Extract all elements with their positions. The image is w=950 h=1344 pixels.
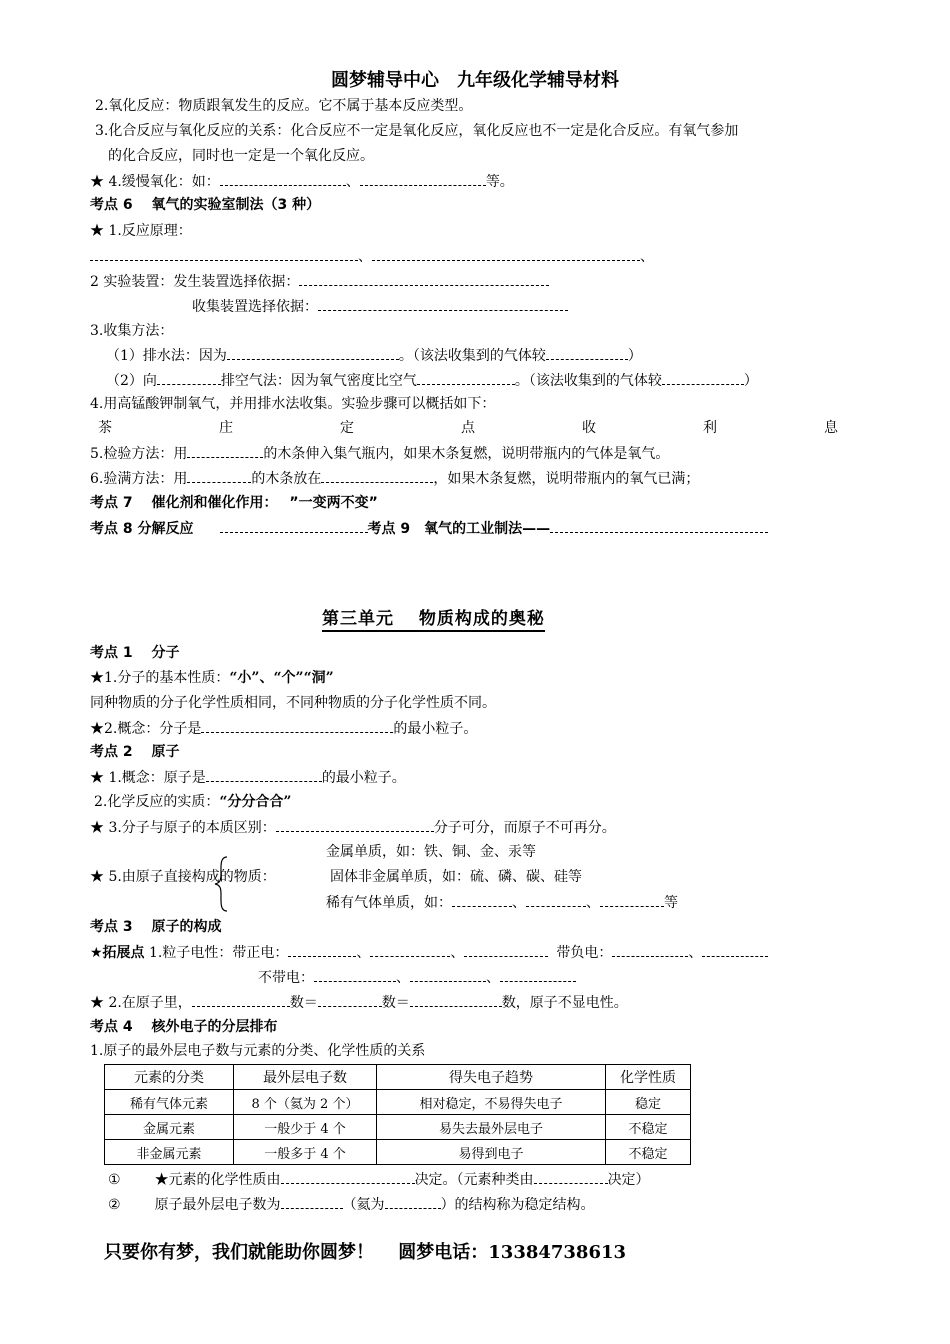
blank: [372, 246, 640, 261]
text: 的最小粒子。: [393, 721, 478, 737]
page-footer: 只要你有梦，我们就能助你圆梦！ 圆梦电话：13384738613: [104, 1242, 627, 1263]
column-header: 最外层电子数: [234, 1065, 377, 1090]
blank: [452, 892, 512, 907]
table-cell: 一般多于 4 个: [234, 1140, 377, 1165]
kp6-heading: 考点 6 氧气的实验室制法（3 种）: [90, 197, 321, 213]
relation-line-2: 的化合反应，同时也一定是一个氧化反应。: [108, 148, 374, 164]
brace-icon: [214, 856, 228, 912]
text: 等: [664, 895, 678, 911]
note-1-line: [108, 1169, 650, 1190]
text: 不带电：: [258, 970, 314, 986]
table-cell: 稀有气体元素: [105, 1090, 234, 1115]
test-method-line: [90, 443, 669, 464]
kp1-heading: 考点 1 分子: [90, 645, 180, 661]
separator: 、: [512, 895, 526, 911]
molecule-def-line: [90, 718, 477, 739]
text: 。（该法收集到的气体较: [398, 348, 546, 364]
table-cell: 不稳定: [606, 1140, 691, 1165]
separator: 、: [640, 249, 654, 265]
mnemonic: “分分合合”: [219, 794, 292, 810]
in-atom-line: [90, 992, 628, 1013]
nonmetal-line: 固体非金属单质，如：硫、磷、碳、硅等: [330, 869, 582, 885]
blank: [702, 942, 768, 957]
column-header: 化学性质: [606, 1065, 691, 1090]
blank: [281, 1194, 343, 1209]
element-table: [104, 1064, 691, 1165]
kp8-heading: 考点 8 分解反应: [90, 521, 194, 537]
table-header-row: [105, 1065, 691, 1090]
text: 的木条伸入集气瓶内，如果木条复燃，说明带瓶内的气体是氧气。: [263, 446, 670, 462]
water-method-line: [106, 345, 642, 366]
kp4-heading: 考点 4 核外电子的分层排布: [90, 1019, 278, 1035]
direct-atom-line: ★ 5.由原子直接构成的物质：: [90, 869, 276, 885]
column-header: 元素的分类: [105, 1065, 234, 1090]
text: ★2.概念：分子是: [90, 721, 202, 737]
steps-line: 4.用高锰酸钾制氧气，并用排水法收集。实验步骤可以概括如下：: [90, 396, 496, 412]
table-cell: 8 个（氦为 2 个）: [234, 1090, 377, 1115]
blank: [464, 942, 548, 957]
molecule-property-line: [90, 668, 334, 688]
air-method-line: [106, 370, 758, 391]
step-char: 利: [703, 420, 717, 436]
text: （氦为: [342, 1197, 385, 1213]
blank: [546, 345, 628, 360]
text: 分子可分，而原子不可再分。: [433, 820, 616, 836]
device-line-1: [90, 271, 549, 292]
step-char: 息: [824, 420, 838, 436]
noble-gas-line: [326, 892, 678, 913]
text: ★ 1.概念：原子是: [90, 770, 206, 786]
text: ，如果木条复燃，说明带瓶内的氧气已满；: [433, 471, 700, 487]
slow-oxidation-label: ★ 4.缓慢氧化：如：: [90, 174, 220, 190]
note-2-line: [108, 1194, 595, 1215]
principle-label: ★ 1.反应原理：: [90, 223, 192, 239]
blank: [314, 967, 396, 982]
blank: [192, 992, 290, 1007]
suffix: 等。: [485, 174, 514, 190]
text: 。（该法收集到的气体较: [514, 373, 662, 389]
blank: [187, 468, 251, 483]
table-row: [105, 1115, 691, 1140]
blank: [318, 296, 568, 311]
slow-oxidation-line: [90, 171, 514, 192]
blank: [410, 967, 486, 982]
full-method-line: [90, 468, 699, 489]
note-number: ②: [108, 1197, 121, 1213]
text: （2）向: [106, 373, 157, 389]
text: （1）排水法：因为: [106, 348, 227, 364]
blank: [360, 171, 486, 186]
table-row: [105, 1090, 691, 1115]
blank: [550, 518, 768, 533]
table-cell: 相对稳定，不易得失电子: [377, 1090, 606, 1115]
text: 排空气法：因为氧气密度比空气: [220, 373, 417, 389]
oxidation-line: 2.氧化反应：物质跟氧发生的反应。它不属于基本反应类型。: [95, 98, 473, 114]
device-col-label: 收集装置选择依据：: [192, 299, 318, 315]
blank: [276, 817, 434, 832]
text: 6.验满方法：用: [90, 471, 188, 487]
blank: [534, 1169, 608, 1184]
kp7-heading: 考点 7 催化剂和催化作用： ”一变两不变”: [90, 495, 378, 511]
blank: [370, 942, 450, 957]
blank: [526, 892, 586, 907]
text: 稀有气体单质，如：: [326, 895, 452, 911]
essence-line: [94, 792, 291, 812]
table-cell: 稳定: [606, 1090, 691, 1115]
blank: [417, 370, 515, 385]
blank: [90, 246, 358, 261]
blank: [187, 443, 263, 458]
blank: [410, 992, 502, 1007]
blank: [288, 942, 356, 957]
blank: [612, 942, 688, 957]
blank: [220, 518, 368, 533]
step-mnemonic: [98, 418, 838, 438]
text: ★元素的化学性质由: [154, 1172, 281, 1188]
blank: [662, 370, 744, 385]
device-line-2: [192, 296, 568, 317]
molecule-same-line: 同种物质的分子化学性质相同，不同种物质的分子化学性质不同。: [90, 695, 496, 711]
blank: [227, 345, 399, 360]
text: 5.检验方法：用: [90, 446, 188, 462]
separator: 、: [688, 945, 703, 961]
difference-line: [90, 817, 616, 838]
text: ）: [743, 373, 758, 389]
principle-blanks: [90, 246, 654, 267]
table-cell: 不稳定: [606, 1115, 691, 1140]
step-char: 定: [340, 420, 354, 436]
step-char: 茶: [98, 420, 112, 436]
text: 数，原子不显电性。: [501, 995, 628, 1011]
table-cell: 易失去最外层电子: [377, 1115, 606, 1140]
blank: [318, 992, 382, 1007]
blank: [321, 468, 433, 483]
kp3-heading: 考点 3 原子的构成: [90, 919, 222, 935]
text: 原子最外层电子数为: [154, 1197, 281, 1213]
blank: [157, 370, 221, 385]
text: ★ 3.分子与原子的本质区别：: [90, 820, 276, 836]
kp9-heading: 考点 9 氧气的工业制法——: [367, 521, 551, 537]
blank: [206, 767, 322, 782]
text: 决定。（元素种类由: [414, 1172, 534, 1188]
kp8-kp9-line: [90, 518, 768, 539]
text: ★ 2.在原子里，: [90, 995, 192, 1011]
blank: [281, 1169, 415, 1184]
charge-line: [90, 942, 768, 963]
kp2-heading: 考点 2 原子: [90, 744, 180, 760]
separator: 、: [396, 970, 410, 986]
table-cell: 易得到电子: [377, 1140, 606, 1165]
neutral-line: [258, 967, 576, 988]
text: 带负电：: [556, 945, 613, 961]
blank: [500, 967, 576, 982]
device-gen-label: 2 实验装置：发生装置选择依据：: [90, 274, 300, 290]
separator: 、: [356, 945, 371, 961]
table-cell: 一般少于 4 个: [234, 1115, 377, 1140]
text: 的最小粒子。: [321, 770, 406, 786]
text: ★1.分子的基本性质：: [90, 670, 230, 686]
unit3-title: 第三单元 物质构成的奥秘: [322, 604, 545, 632]
separator: 、: [450, 945, 465, 961]
blank: [201, 718, 393, 733]
table-cell: 金属元素: [105, 1115, 234, 1140]
text: 1.粒子电性：带正电：: [149, 945, 289, 961]
text: 数＝: [381, 995, 410, 1011]
expand-label: ★拓展点: [90, 945, 145, 961]
step-char: 收: [582, 420, 596, 436]
relation-line-1: 3.化合反应与氧化反应的关系：化合反应不一定是氧化反应，氧化反应也不一定是化合反应。有氧气参加: [95, 123, 739, 139]
table-row: [105, 1140, 691, 1165]
text: 的木条放在: [251, 471, 322, 487]
collect-label: 3.收集方法：: [90, 323, 174, 339]
step-char: 庄: [219, 420, 233, 436]
text: 数＝: [289, 995, 318, 1011]
table-cell: 非金属元素: [105, 1140, 234, 1165]
page-header: 圆梦辅导中心 九年级化学辅导材料: [331, 70, 619, 91]
blank: [600, 892, 664, 907]
text: 2.化学反应的实质：: [94, 794, 220, 810]
blank: [385, 1194, 441, 1209]
step-char: 点: [461, 420, 475, 436]
text: 决定）: [607, 1172, 650, 1188]
separator: 、: [486, 970, 500, 986]
atom-def-line: [90, 767, 406, 788]
column-header: 得失电子趋势: [377, 1065, 606, 1090]
metal-line: 金属单质，如：铁、铜、金、汞等: [326, 844, 536, 860]
separator: 、: [358, 249, 372, 265]
note-number: ①: [108, 1172, 121, 1188]
text: ）的结构称为稳定结构。: [440, 1197, 595, 1213]
blank: [220, 171, 346, 186]
separator: 、: [586, 895, 600, 911]
mnemonic: “小”、“个”“洞”: [229, 670, 334, 686]
outer-electron-line: 1.原子的最外层电子数与元素的分类、化学性质的关系: [90, 1043, 426, 1059]
text: ）: [627, 348, 642, 364]
blank: [299, 271, 549, 286]
separator: 、: [345, 174, 360, 190]
